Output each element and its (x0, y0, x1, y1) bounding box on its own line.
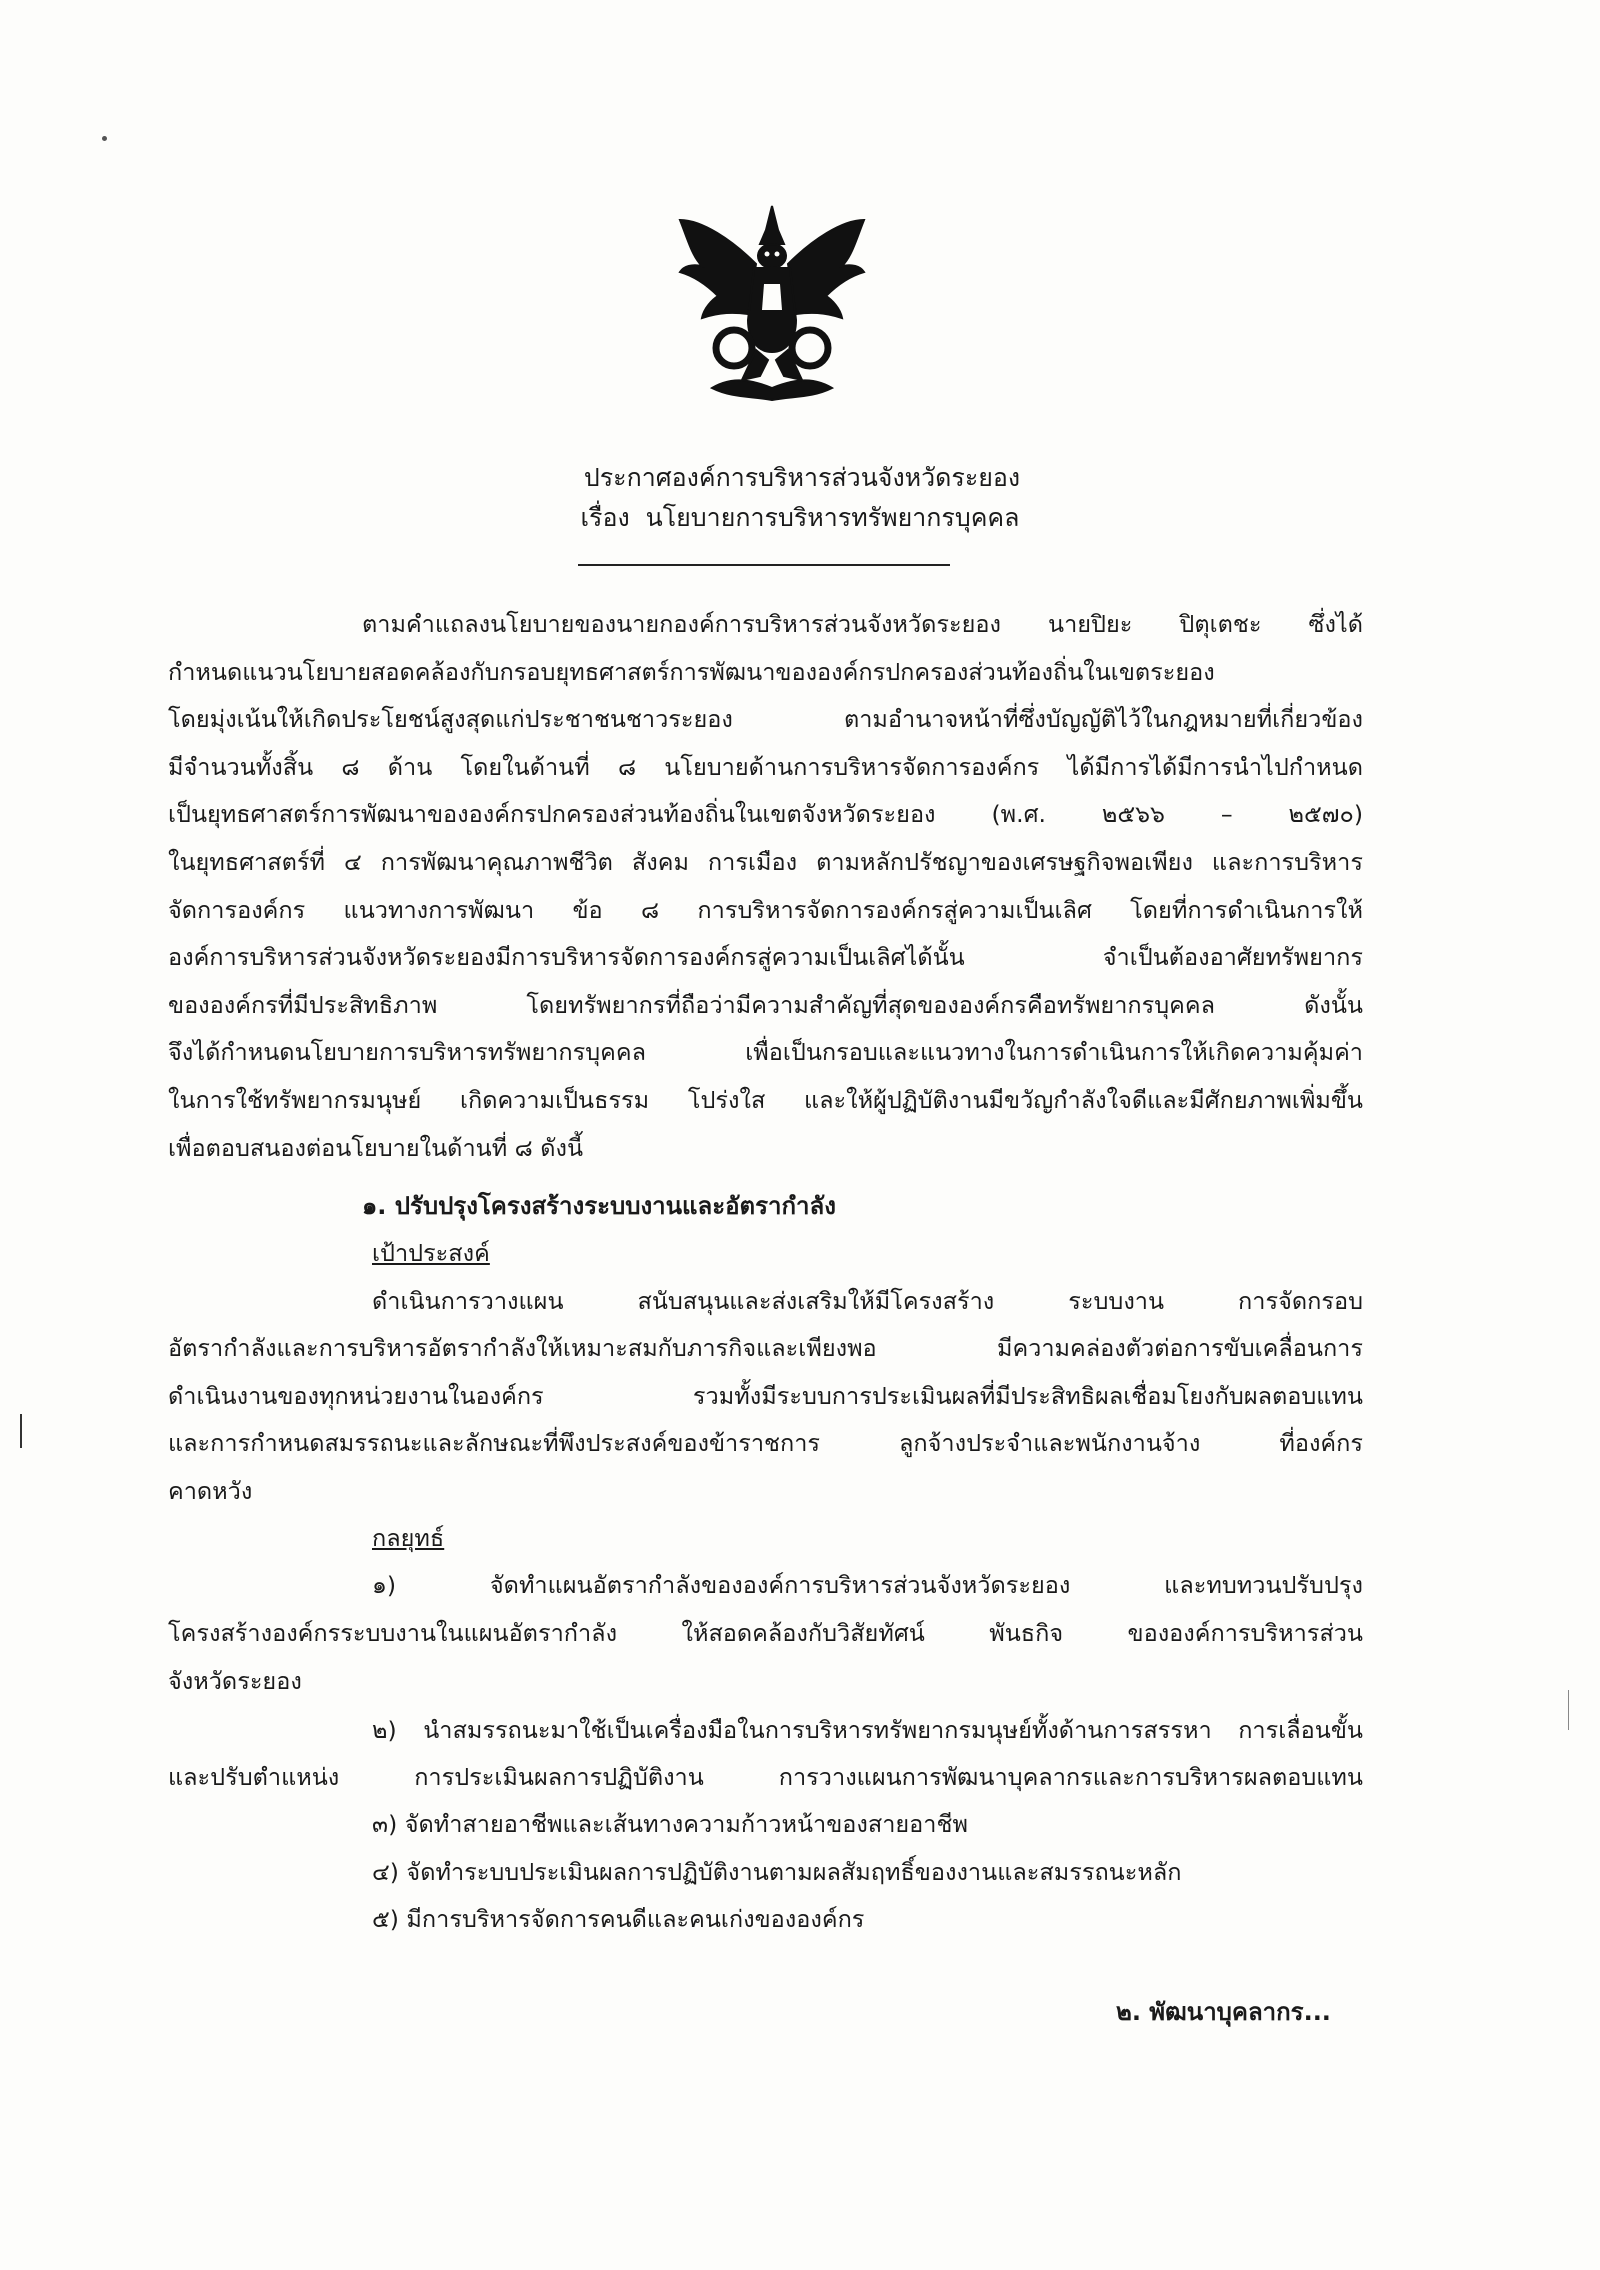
intro-line: โดยมุ่งเน้นให้เกิดประโยชน์สูงสุดแก่ประชาชนชาวระยอง ตามอำนาจหน้าที่ซึ่งบัญญัติไว้ในกฎหมายที่เกี่ยวข้อง (168, 705, 1363, 733)
intro-line: จัดการองค์กร แนวทางการพัฒนา ข้อ ๘ การบริหารจัดการองค์กรสู่ความเป็นเลิศ โดยที่การดำเนินการให้ (168, 896, 1363, 924)
strategy-line: และปรับตำแหน่ง การประเมินผลการปฏิบัติงาน การวางแผนการพัฒนาบุคลากรและการบริหารผลตอบแทน (168, 1763, 1363, 1791)
strategy-line: ๒) นำสมรรถนะมาใช้เป็นเครื่องมือในการบริหารทรัพยากรมนุษย์ทั้งด้านการสรรหา การเลื่อนขั้น (372, 1716, 1363, 1744)
continuation-marker: ๒. พัฒนาบุคลากร... (1116, 1998, 1331, 2026)
objective-line: อัตรากำลังและการบริหารอัตรากำลังให้เหมาะสมกับภารกิจและเพียงพอ มีความคล่องตัวต่อการขับเคลื่อนการ (168, 1334, 1363, 1362)
objective-line: ดำเนินงานของทุกหน่วยงานในองค์กร รวมทั้งมีระบบการประเมินผลที่มีประสิทธิผลเชื่อมโยงกับผลตอบแทน (168, 1382, 1363, 1410)
intro-line: เป็นยุทธศาสตร์การพัฒนาขององค์กรปกครองส่วนท้องถิ่นในเขตจังหวัดระยอง (พ.ศ. ๒๕๖๖ – ๒๕๗๐) (168, 800, 1363, 828)
subject-prefix: เรื่อง (580, 503, 630, 532)
strategy-line: โครงสร้างองค์กรระบบงานในแผนอัตรากำลัง ให้สอดคล้องกับวิสัยทัศน์ พันธกิจ ขององค์การบริหารส่วน (168, 1619, 1363, 1647)
strategy-label: กลยุทธ์ (372, 1524, 445, 1552)
section-heading: ๑. ปรับปรุงโครงสร้างระบบงานและอัตรากำลัง (362, 1192, 836, 1220)
intro-line: ตามคำแถลงนโยบายของนายกองค์การบริหารส่วนจังหวัดระยอง นายปิยะ ปิตุเตชะ ซึ่งได้ (362, 610, 1363, 638)
intro-line: เพื่อตอบสนองต่อนโยบายในด้านที่ ๘ ดังนี้ (168, 1134, 584, 1162)
title-divider (578, 564, 950, 566)
intro-line: มีจำนวนทั้งสิ้น ๘ ด้าน โดยในด้านที่ ๘ นโยบายด้านการบริหารจัดการองค์กร ได้มีการได้มีการนำไปกำหนด (168, 753, 1363, 781)
strategy-line: ๔) จัดทำระบบประเมินผลการปฏิบัติงานตามผลสัมฤทธิ์ของงานและสมรรถนะหลัก (372, 1858, 1182, 1886)
intro-line: กำหนดแนวนโยบายสอดคล้องกับกรอบยุทธศาสตร์การพัฒนาขององค์กรปกครองส่วนท้องถิ่นในเขตระยอง (168, 658, 1215, 686)
objective-label: เป้าประสงค์ (372, 1239, 490, 1267)
announcement-subject-line (0, 500, 1600, 536)
announcement-title: ประกาศองค์การบริหารส่วนจังหวัดระยอง (583, 463, 1021, 492)
strategy-line: จังหวัดระยอง (168, 1667, 302, 1695)
intro-line: จึงได้กำหนดนโยบายการบริหารทรัพยากรบุคคล เพื่อเป็นกรอบและแนวทางในการดำเนินการให้เกิดความคุ้มค่า (168, 1038, 1363, 1066)
intro-line: องค์การบริหารส่วนจังหวัดระยองมีการบริหารจัดการองค์กรสู่ความเป็นเลิศได้นั้น จำเป็นต้องอาศัยทรัพยากร (168, 943, 1363, 971)
scan-speck (102, 136, 107, 141)
intro-line: ขององค์กรที่มีประสิทธิภาพ โดยทรัพยากรที่ถือว่ามีความสำคัญที่สุดขององค์กรคือทรัพยากรบุคคล ดังนั้น (168, 991, 1363, 1019)
objective-line: และการกำหนดสมรรถนะและลักษณะที่พึงประสงค์ของข้าราชการ ลูกจ้างประจำและพนักงานจ้าง ที่องค์กร (168, 1429, 1363, 1457)
intro-line: ในยุทธศาสตร์ที่ ๔ การพัฒนาคุณภาพชีวิต สังคม การเมือง ตามหลักปรัชญาของเศรษฐกิจพอเพียง และการบริหาร (168, 848, 1363, 876)
objective-line: คาดหวัง (168, 1477, 253, 1505)
objective-line: ดำเนินการวางแผน สนับสนุนและส่งเสริมให้มีโครงสร้าง ระบบงาน การจัดกรอบ (372, 1287, 1363, 1315)
scan-mark (20, 1414, 22, 1448)
garuda-emblem-icon (672, 200, 872, 408)
scan-mark (1568, 1690, 1569, 1730)
strategy-line: ๓) จัดทำสายอาชีพและเส้นทางความก้าวหน้าของสายอาชีพ (372, 1810, 968, 1838)
strategy-line: ๕) มีการบริหารจัดการคนดีและคนเก่งขององค์กร (372, 1905, 865, 1933)
strategy-line: ๑) จัดทำแผนอัตรากำลังขององค์การบริหารส่วนจังหวัดระยอง และทบทวนปรับปรุง (372, 1571, 1363, 1599)
subject-text: นโยบายการบริหารทรัพยากรบุคคล (645, 503, 1020, 532)
intro-line: ในการใช้ทรัพยากรมนุษย์ เกิดความเป็นธรรม โปร่งใส และให้ผู้ปฏิบัติงานมีขวัญกำลังใจดีและมีศักยภาพเพิ่มขึ้น (168, 1086, 1363, 1114)
